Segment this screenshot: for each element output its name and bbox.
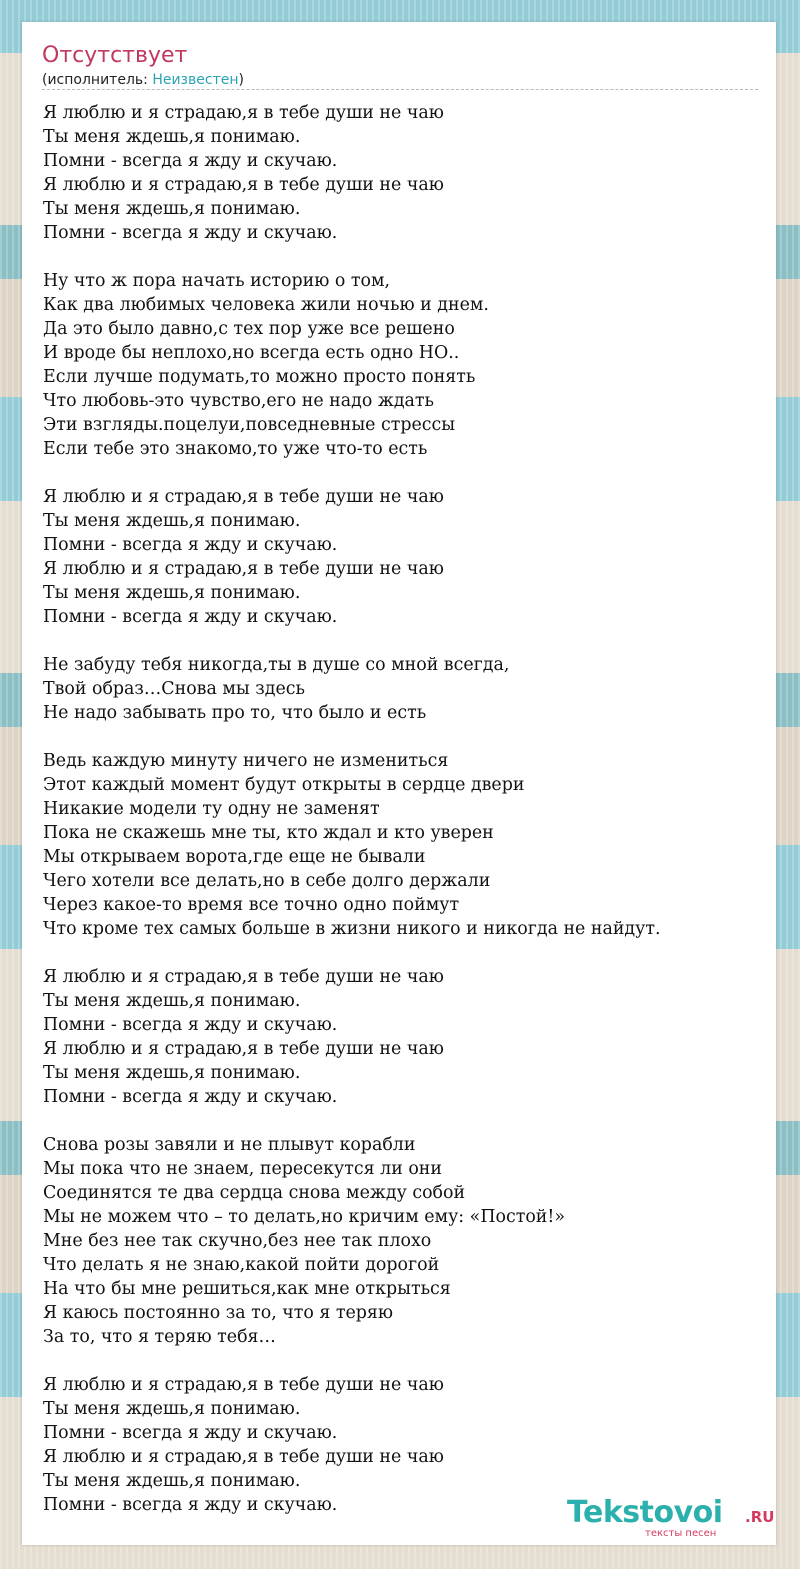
lyric-line: Я каюсь постоянно за то, что я теряю <box>43 1303 394 1323</box>
lyric-line: Ты меня ждешь,я понимаю. <box>43 583 301 603</box>
lyric-line: Соединятся те два сердца снова между собой <box>43 1183 466 1203</box>
lyric-line: Помни - всегда я жду и скучаю. <box>43 1087 338 1107</box>
lyric-line: Мы не можем что – то делать,но кричим ему: «Постой!» <box>43 1207 566 1227</box>
lyric-line: Помни - всегда я жду и скучаю. <box>43 535 338 555</box>
lyric-line: Я люблю и я страдаю,я в тебе души не чаю <box>43 559 444 579</box>
lyric-line: Если тебе это знакомо,то уже что-то есть <box>43 439 428 459</box>
lyric-line: Что любовь-это чувство,его не надо ждать <box>43 391 434 411</box>
song-title: Отсутствует <box>42 43 188 68</box>
lyric-line: Ты меня ждешь,я понимаю. <box>43 511 301 531</box>
lyric-line: Я люблю и я страдаю,я в тебе души не чаю <box>43 175 444 195</box>
lyric-line: Помни - всегда я жду и скучаю. <box>43 151 338 171</box>
stanza-gap <box>43 941 771 965</box>
site-logo[interactable] <box>567 1495 775 1540</box>
lyric-line: Мы пока что не знаем, пересекутся ли они <box>43 1159 442 1179</box>
lyric-line: Мы открываем ворота,где еще не бывали <box>43 847 426 867</box>
lyric-line: Ты меня ждешь,я понимаю. <box>43 199 301 219</box>
lyric-line: Ну что ж пора начать историю о том, <box>43 271 391 291</box>
lyric-line: Ты меня ждешь,я понимаю. <box>43 1471 301 1491</box>
lyric-line: Снова розы завяли и не плывут корабли <box>43 1135 416 1155</box>
lyric-line: Мне без нее так скучно,без нее так плохо <box>43 1231 432 1251</box>
lyric-line: Я люблю и я страдаю,я в тебе души не чаю <box>43 1375 444 1395</box>
lyric-line: Да это было давно,с тех пор уже все решено <box>43 319 455 339</box>
stanza-gap <box>43 1109 771 1133</box>
lyric-line: Я люблю и я страдаю,я в тебе души не чаю <box>43 1039 444 1059</box>
lyric-line: Не надо забывать про то, что было и есть <box>43 703 427 723</box>
lyric-line: Я люблю и я страдаю,я в тебе души не чаю <box>43 103 444 123</box>
lyric-line: Что делать я не знаю,какой пойти дорогой <box>43 1255 440 1275</box>
lyric-line: Ты меня ждешь,я понимаю. <box>43 127 301 147</box>
lyric-line: На что бы мне решиться,как мне открыться <box>43 1279 451 1299</box>
logo-tagline: тексты песен <box>645 1528 717 1539</box>
lyric-line: Ты меня ждешь,я понимаю. <box>43 1063 301 1083</box>
lyric-line: Твой образ…Снова мы здесь <box>43 679 305 699</box>
lyric-line: Помни - всегда я жду и скучаю. <box>43 607 338 627</box>
lyric-line: Этот каждый момент будут открыты в сердце двери <box>43 775 525 795</box>
artist-line <box>42 71 244 89</box>
lyric-line: Эти взгляды.поцелуи,повседневные стрессы <box>43 415 456 435</box>
lyric-line: Не забуду тебя никогда,ты в душе со мной всегда, <box>43 655 510 675</box>
stanza-gap <box>43 1349 771 1373</box>
lyric-line: Я люблю и я страдаю,я в тебе души не чаю <box>43 967 444 987</box>
stanza-gap <box>43 461 771 485</box>
lyric-line: Ты меня ждешь,я понимаю. <box>43 991 301 1011</box>
artist-prefix: (исполнитель: <box>42 72 153 88</box>
artist-suffix: ) <box>238 72 244 88</box>
lyric-line: Как два любимых человека жили ночью и днем. <box>43 295 489 315</box>
logo-tld: .RU <box>745 1508 775 1526</box>
artist-link[interactable]: Неизвестен <box>152 72 239 88</box>
lyric-line: Если лучше подумать,то можно просто понять <box>43 367 476 387</box>
lyric-line: Ты меня ждешь,я понимаю. <box>43 1399 301 1419</box>
lyric-line: Через какое-то время все точно одно поймут <box>43 895 460 915</box>
logo-name: Tekstovoi <box>567 1495 723 1530</box>
stanza-gap <box>43 245 771 269</box>
lyric-line: Никакие модели ту одну не заменят <box>43 799 380 819</box>
title-divider <box>42 89 758 90</box>
lyric-line: И вроде бы неплохо,но всегда есть одно НО.. <box>43 343 460 363</box>
lyrics-text <box>43 101 771 1517</box>
stanza-gap <box>43 725 771 749</box>
lyric-line: Помни - всегда я жду и скучаю. <box>43 1495 338 1515</box>
lyric-line: Помни - всегда я жду и скучаю. <box>43 1015 338 1035</box>
lyric-line: Помни - всегда я жду и скучаю. <box>43 1423 338 1443</box>
lyrics-card <box>22 22 776 1545</box>
lyric-line: Я люблю и я страдаю,я в тебе души не чаю <box>43 1447 444 1467</box>
lyric-line: Пока не скажешь мне ты, кто ждал и кто уверен <box>43 823 494 843</box>
stanza-gap <box>43 629 771 653</box>
lyric-line: Что кроме тех самых больше в жизни никого и никогда не найдут. <box>43 919 661 939</box>
lyric-line: За то, что я теряю тебя… <box>43 1327 276 1347</box>
lyric-line: Я люблю и я страдаю,я в тебе души не чаю <box>43 487 444 507</box>
lyric-line: Ведь каждую минуту ничего не измениться <box>43 751 449 771</box>
lyric-line: Помни - всегда я жду и скучаю. <box>43 223 338 243</box>
lyric-line: Чего хотели все делать,но в себе долго держали <box>43 871 491 891</box>
